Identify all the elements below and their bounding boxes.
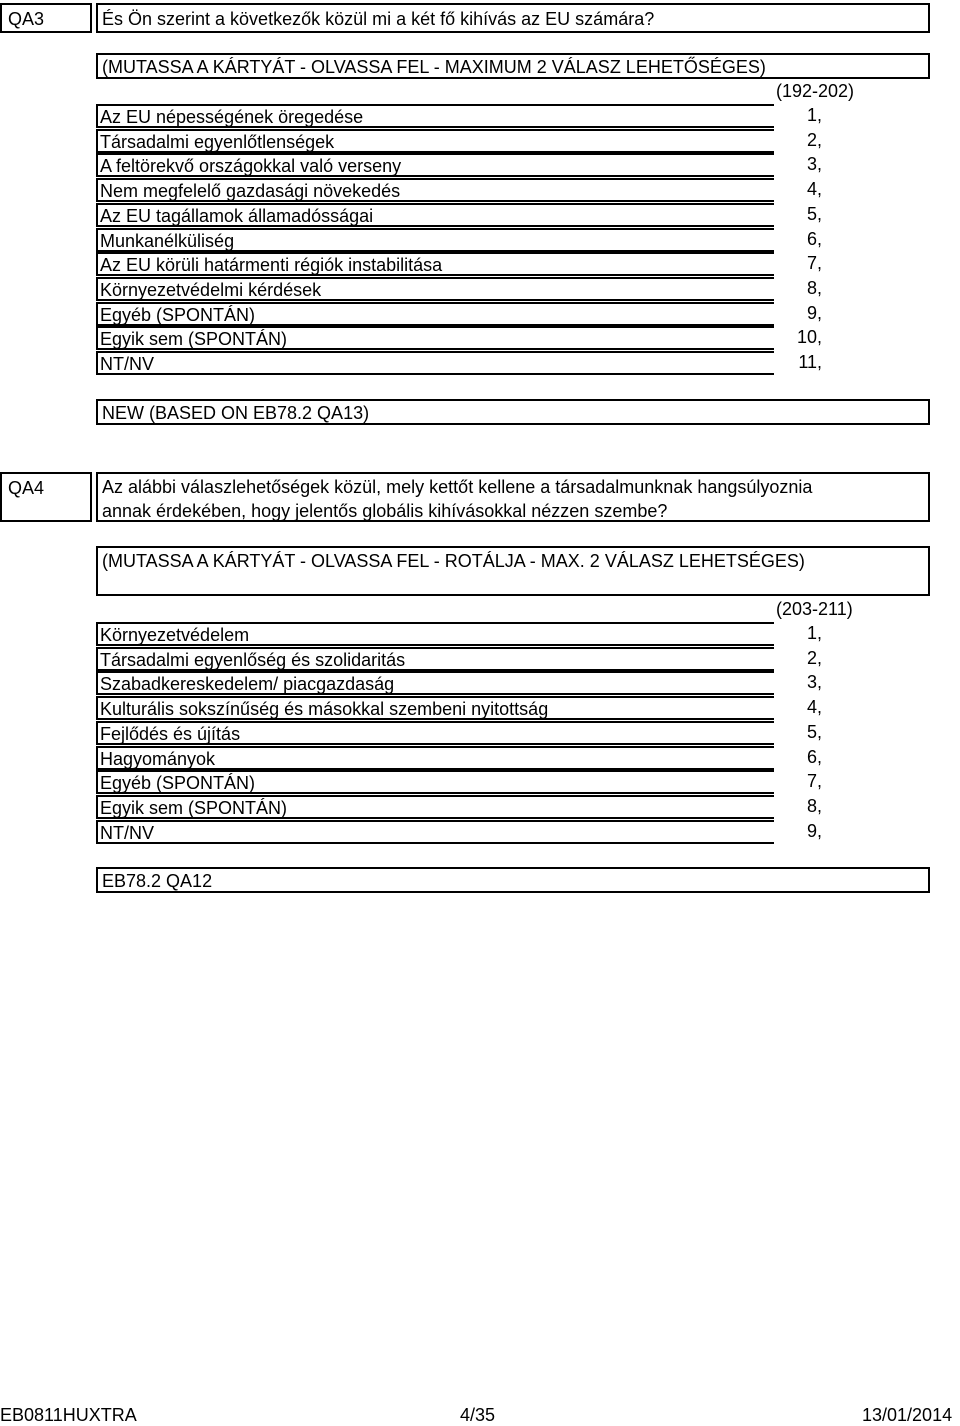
qa3-option-row <box>96 203 774 227</box>
qa3-option-label: Munkanélküliség <box>100 230 235 251</box>
qa3-option-code: 1, <box>806 105 822 125</box>
qa3-instruction-box <box>96 53 930 79</box>
qa4-option-row <box>96 795 774 819</box>
qa3-option-code: 7, <box>806 253 822 274</box>
qa4-option-label: Környezetvédelem <box>100 625 250 645</box>
qa3-option-row <box>96 252 774 276</box>
qa4-question-line1: Az alábbi válaszlehetőségek közül, mely kettőt kellene a társadalmunknak hangsúlyoznia <box>102 477 813 497</box>
qa4-option-label: Egyéb (SPONTÁN) <box>100 773 256 794</box>
qa3-id-box <box>0 3 92 33</box>
qa4-option-code: 2, <box>806 647 822 668</box>
qa4-instruction-box <box>96 546 930 596</box>
qa3-option-row <box>96 104 774 128</box>
qa4-option-row <box>96 671 774 695</box>
qa4-id-box <box>0 472 92 522</box>
qa4-option-row <box>96 746 774 770</box>
qa3-option-row <box>96 277 774 301</box>
qa4-option-code: 6, <box>806 746 822 767</box>
qa4-option-label: Szabadkereskedelem/ piacgazdaság <box>100 674 395 695</box>
qa4-option-row <box>96 622 774 646</box>
qa3-option-row <box>96 326 774 350</box>
qa4-option-code: 7, <box>806 771 822 792</box>
qa3-option-code: 9, <box>806 302 822 323</box>
qa3-range: (192-202) <box>776 81 855 101</box>
qa3-option-label: Az EU tagállamok államadósságai <box>100 205 374 226</box>
qa3-option-code: 2, <box>806 129 822 150</box>
qa3-question: És Ön szerint a következők közül mi a két fő kihívás az EU számára? <box>102 9 655 29</box>
qa3-note: NEW (BASED ON EB78.2 QA13) <box>102 403 370 423</box>
qa4-note-box <box>96 867 930 893</box>
qa4-option-row <box>96 647 774 671</box>
qa4-option-label: Társadalmi egyenlőség és szolidaritás <box>100 649 406 670</box>
qa4-option-code: 5, <box>806 721 822 742</box>
qa4-option-code: 4, <box>806 697 822 718</box>
qa4-id: QA4 <box>8 478 45 498</box>
qa4-option-code: 1, <box>806 623 822 643</box>
qa3-option-label: A feltörekvő országokkal való verseny <box>100 156 402 177</box>
qa3-option-row <box>96 351 774 375</box>
qa3-id: QA3 <box>8 9 45 29</box>
qa4-option-label: Egyik sem (SPONTÁN) <box>100 797 288 818</box>
qa4-option-row <box>96 721 774 745</box>
qa4-question-box <box>96 472 930 522</box>
qa3-option-label: NT/NV <box>100 354 154 374</box>
qa3-option-row <box>96 302 774 326</box>
qa3-option-label: Társadalmi egyenlőtlenségek <box>100 131 335 152</box>
qa4-range: (203-211) <box>776 599 853 619</box>
qa3-option-row <box>96 153 774 177</box>
qa3-option-code: 3, <box>806 154 822 175</box>
qa4-instruction: (MUTASSA A KÁRTYÁT - OLVASSA FEL - ROTÁLJA - MAX. 2 VÁLASZ LEHETSÉGES) <box>102 551 805 571</box>
qa3-option-label: Az EU népességének öregedése <box>100 107 364 127</box>
qa3-option-row <box>96 228 774 252</box>
qa3-option-label: Egyéb (SPONTÁN) <box>100 304 256 325</box>
qa3-option-code: 4, <box>806 179 822 200</box>
qa4-option-row <box>96 820 774 844</box>
qa3-question-box <box>96 3 930 33</box>
qa4-question-line2: annak érdekében, hogy jelentős globális kihívásokkal nézzen szembe? <box>102 501 668 521</box>
qa4-option-row <box>96 696 774 720</box>
footer-doc-code: EB0811HUXTRA <box>0 1405 137 1425</box>
qa3-option-code: 11, <box>798 352 822 372</box>
footer-page-number: 4/35 <box>460 1405 496 1425</box>
qa4-option-code: 8, <box>806 795 822 816</box>
qa3-option-row <box>96 178 774 202</box>
qa4-option-code: 3, <box>806 672 822 693</box>
qa3-option-row <box>96 129 774 153</box>
qa3-option-label: Nem megfelelő gazdasági növekedés <box>100 181 401 202</box>
qa3-option-label: Egyik sem (SPONTÁN) <box>100 329 288 350</box>
qa4-option-label: NT/NV <box>100 822 154 843</box>
qa4-option-label: Kulturális sokszínűség és másokkal szembeni nyitottság <box>100 699 549 720</box>
footer-date: 13/01/2014 <box>862 1405 953 1425</box>
qa3-option-code: 6, <box>806 228 822 249</box>
qa3-option-code: 5, <box>806 203 822 224</box>
qa3-note-box <box>96 399 930 425</box>
qa3-option-label: Az EU körüli határmenti régiók instabilitása <box>100 255 443 276</box>
qa3-option-label: Környezetvédelmi kérdések <box>100 279 322 300</box>
qa4-option-label: Fejlődés és újítás <box>100 723 241 744</box>
qa4-option-code: 9, <box>806 820 822 841</box>
qa4-option-row <box>96 770 774 794</box>
qa3-option-code: 8, <box>806 277 822 298</box>
qa3-option-code: 10, <box>796 327 822 348</box>
qa4-note: EB78.2 QA12 <box>102 871 213 891</box>
qa3-instruction: (MUTASSA A KÁRTYÁT - OLVASSA FEL - MAXIMUM 2 VÁLASZ LEHETŐSÉGES) <box>102 57 766 77</box>
qa4-option-label: Hagyományok <box>100 748 216 769</box>
